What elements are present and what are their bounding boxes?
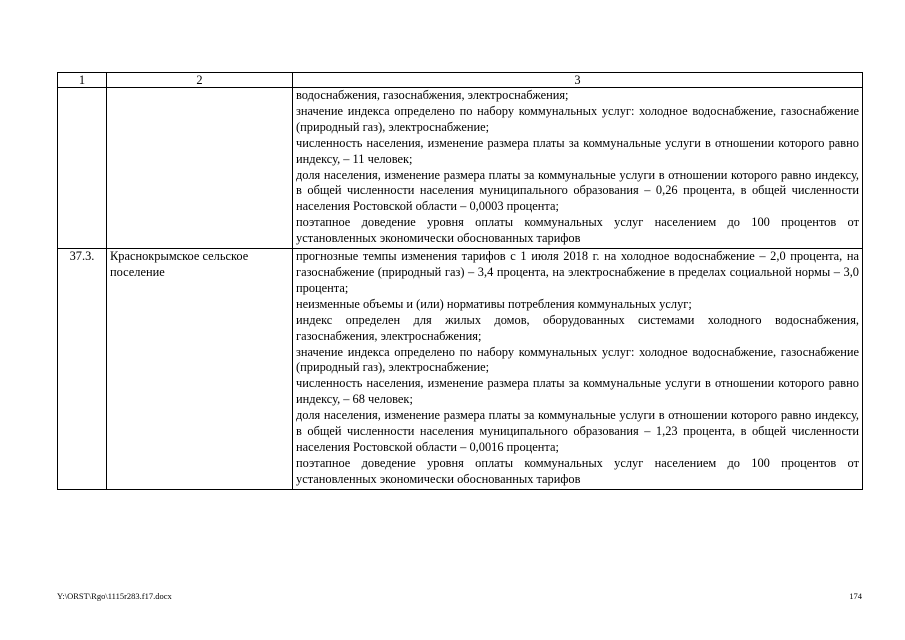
- municipality-name-cell: [107, 88, 293, 249]
- description-paragraph: доля населения, изменение размера платы за коммунальные услуги в отношении которого равно индексу, в общей численности населения муниципального образования – 0,26 процента, в общей численности населения Ростовской области – 0,0003 процента;: [296, 167, 859, 214]
- description-paragraph: значение индекса определено по набору коммунальных услуг: холодное водоснабжение, газоснабжение (природный газ), электроснабжение;: [296, 344, 859, 375]
- header-cell-3: 3: [293, 73, 863, 88]
- description-cell: [293, 88, 863, 249]
- description-paragraph: значение индекса определено по набору коммунальных услуг: холодное водоснабжение, газоснабжение (природный газ), электроснабжение;: [296, 103, 859, 134]
- table-header-row: [58, 73, 863, 88]
- header-cell-2: 2: [107, 73, 293, 88]
- row-number-cell: 37.3.: [58, 249, 107, 490]
- description-paragraph: численность населения, изменение размера платы за коммунальные услуги в отношении которого равно индексу, – 11 человек;: [296, 135, 859, 166]
- description-paragraph: поэтапное доведение уровня оплаты коммунальных услуг населением до 100 процентов от установленных экономически обоснованных тарифов: [296, 215, 859, 246]
- tariff-index-table: [57, 72, 863, 490]
- description-paragraph: водоснабжения, газоснабжения, электроснабжения;: [296, 88, 569, 102]
- description-paragraph: доля населения, изменение размера платы за коммунальные услуги в отношении которого равно индексу, в общей численности населения муниципального образования – 1,23 процента, в общей численности населения Ростовской области – 0,0016 процента;: [296, 408, 859, 454]
- description-cell: [293, 249, 863, 490]
- description-paragraph: неизменные объемы и (или) нормативы потребления коммунальных услуг;: [296, 296, 692, 311]
- table-row: [58, 88, 863, 249]
- header-cell-1: 1: [58, 73, 107, 88]
- description-paragraph: прогнозные темпы изменения тарифов с 1 июля 2018 г. на холодное водоснабжение – 2,0 процента, на газоснабжение (природный газ) – 3,4 процента, на электроснабжение в пределах социальной нормы – 3,0 процента;: [296, 249, 859, 295]
- description-paragraph: поэтапное доведение уровня оплаты коммунальных услуг населением до 100 процентов от установленных экономически обоснованных тарифов: [296, 455, 859, 486]
- row-number-cell: [58, 88, 107, 249]
- description-paragraph: индекс определен для жилых домов, оборудованных системами холодного водоснабжения, газоснабжения, электроснабжения;: [296, 312, 859, 343]
- description-paragraph: численность населения, изменение размера платы за коммунальные услуги в отношении которого равно индексу, – 68 человек;: [296, 376, 859, 407]
- page-number: 174: [849, 591, 862, 601]
- table-row: [58, 249, 863, 490]
- municipality-name-cell: Краснокрымское сельское поселение: [107, 249, 293, 490]
- footer-file-path: Y:\ORST\Rgo\1115r283.f17.docx: [57, 591, 172, 601]
